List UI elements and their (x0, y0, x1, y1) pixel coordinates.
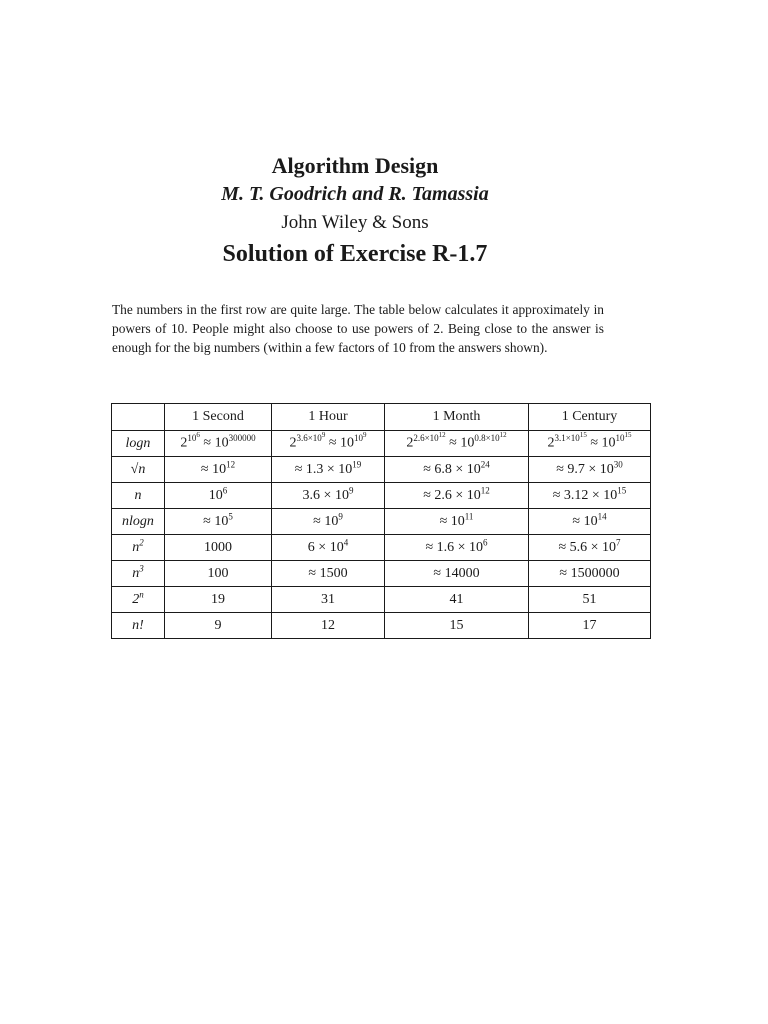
table-cell: ≈ $10^5$ (165, 509, 272, 535)
table-cell: 51 (529, 587, 651, 613)
table-cell: 12 (272, 613, 385, 639)
row-label: √n (112, 457, 165, 483)
table-cell: $2^{2.6\times 10^{12}} \approx 10^{0.8\times 10^{12}}$ (385, 431, 529, 457)
table-cell: $2^{3.1\times 10^{15}} \approx 10^{10^{15}}$ (529, 431, 651, 457)
table-cell: $10^6$ (165, 483, 272, 509)
table-row (112, 483, 651, 509)
table-cell: 15 (385, 613, 529, 639)
table-cell: 19 (165, 587, 272, 613)
column-header: 1 Month (385, 404, 529, 431)
table-cell: ≈ $9.7 \times 10^{30}$ (529, 457, 651, 483)
table-cell: $2^{10^6} \approx 10^{300000}$ (165, 431, 272, 457)
table-cell: ≈ $2.6 \times 10^{12}$ (385, 483, 529, 509)
intro-paragraph: The numbers in the first row are quite large. The table below calculates it approximately in powers of 10. People might also choose to use powers of 2. Being close to the answer is enough for the big numbers (within a few factors of 10 from the answers shown). (112, 302, 604, 355)
table-cell: $3.6 \times 10^9$ (272, 483, 385, 509)
table-cell: ≈ $1.3 \times 10^{19}$ (272, 457, 385, 483)
table-cell: 1000 (165, 535, 272, 561)
row-label: 2$^n$ (112, 587, 165, 613)
exercise-title: Solution of Exercise R-1.7 (222, 241, 488, 267)
title-block (0, 152, 710, 271)
row-label: n! (112, 613, 165, 639)
row-label: n (112, 483, 165, 509)
row-label: nlogn (112, 509, 165, 535)
table-row (112, 587, 651, 613)
table-cell: 100 (165, 561, 272, 587)
authors: M. T. Goodrich and R. Tamassia (221, 183, 489, 205)
row-label: logn (112, 431, 165, 457)
table-cell: 9 (165, 613, 272, 639)
row-label: $n^2$ (112, 535, 165, 561)
table-row (112, 457, 651, 483)
table-cell: ≈ $10^{11}$ (385, 509, 529, 535)
table-cell: ≈ $10^{14}$ (529, 509, 651, 535)
table-cell: ≈ 14000 (385, 561, 529, 587)
book-title: Algorithm Design (271, 153, 439, 178)
growth-table (111, 403, 651, 639)
column-header: 1 Hour (272, 404, 385, 431)
table-cell: ≈ $5.6 \times 10^7$ (529, 535, 651, 561)
table-cell: 31 (272, 587, 385, 613)
corner-cell (112, 404, 165, 431)
table-cell: $2^{3.6\times 10^9} \approx 10^{10^9}$ (272, 431, 385, 457)
table-cell: ≈ $10^9$ (272, 509, 385, 535)
table-cell: ≈ $10^{12}$ (165, 457, 272, 483)
table-body (112, 431, 651, 639)
table-row (112, 535, 651, 561)
table-cell: ≈ 1500000 (529, 561, 651, 587)
header-row (112, 404, 651, 431)
table-row (112, 613, 651, 639)
table-row (112, 509, 651, 535)
publisher: John Wiley & Sons (281, 212, 429, 233)
table-cell: $6 \times 10^4$ (272, 535, 385, 561)
row-label: $n^3$ (112, 561, 165, 587)
column-header: 1 Second (165, 404, 272, 431)
table-cell: 41 (385, 587, 529, 613)
table-row (112, 561, 651, 587)
column-header: 1 Century (529, 404, 651, 431)
table-cell: ≈ $3.12 \times 10^{15}$ (529, 483, 651, 509)
table-cell: ≈ 1500 (272, 561, 385, 587)
table-row (112, 431, 651, 457)
table-cell: ≈ $1.6 \times 10^6$ (385, 535, 529, 561)
table-cell: 17 (529, 613, 651, 639)
table-cell: ≈ $6.8 \times 10^{24}$ (385, 457, 529, 483)
